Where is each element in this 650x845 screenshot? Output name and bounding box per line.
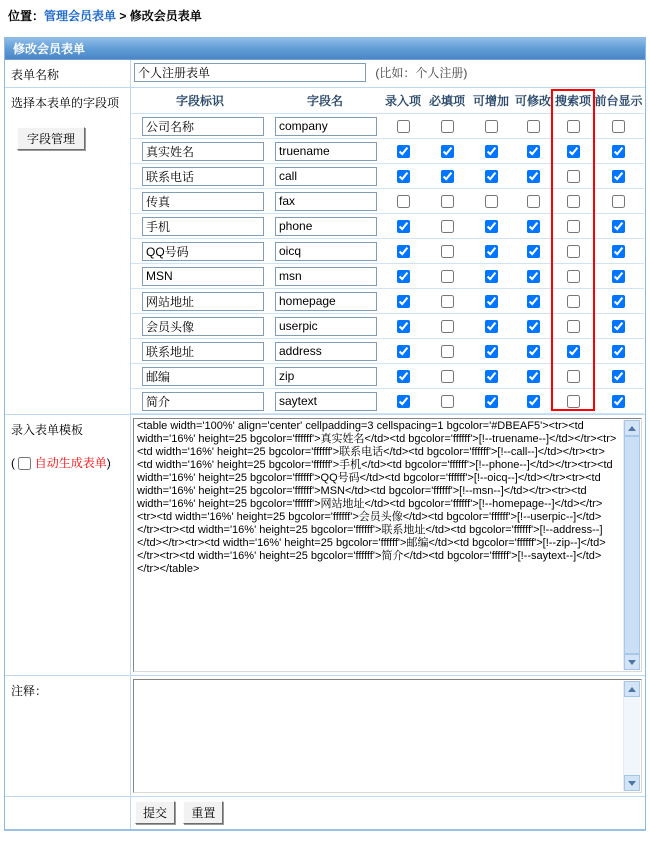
form-name-input[interactable] [134, 63, 366, 82]
form-name-row [5, 60, 645, 87]
entry-item-checkbox[interactable] [397, 320, 410, 333]
field-identifier-input[interactable] [142, 117, 264, 136]
field-identifier-input[interactable] [142, 392, 264, 411]
field-identifier-input[interactable] [142, 292, 264, 311]
search-item-checkbox[interactable] [567, 370, 580, 383]
front-display-checkbox[interactable] [612, 145, 625, 158]
field-table-row [131, 314, 644, 339]
field-table-row [131, 389, 644, 414]
scroll-down-icon[interactable] [624, 775, 640, 791]
addable-item-checkbox[interactable] [485, 220, 498, 233]
panel-title: 修改会员表单 [5, 38, 645, 60]
entry-item-checkbox[interactable] [397, 395, 410, 408]
form-template-label: 录入表单模板 [11, 423, 84, 437]
search-item-checkbox[interactable] [567, 195, 580, 208]
field-table-row [131, 139, 644, 164]
form-template-row [5, 414, 645, 675]
editable-item-checkbox[interactable] [527, 120, 540, 133]
col-field-name: 字段名 [306, 94, 343, 108]
editable-item-checkbox[interactable] [527, 370, 540, 383]
required-item-checkbox[interactable] [441, 245, 454, 258]
actions-row [5, 796, 645, 829]
form-name-label: 表单名称 [5, 60, 131, 87]
search-item-checkbox[interactable] [567, 395, 580, 408]
field-name-input[interactable] [275, 342, 377, 361]
col-field-identifier: 字段标识 [175, 94, 224, 108]
auto-generate-option [11, 454, 126, 471]
field-name-input[interactable] [275, 192, 377, 211]
search-item-checkbox[interactable] [567, 170, 580, 183]
required-item-checkbox[interactable] [441, 145, 454, 158]
scroll-down-icon[interactable] [624, 654, 640, 670]
entry-item-checkbox[interactable] [397, 295, 410, 308]
field-identifier-input[interactable] [142, 192, 264, 211]
field-identifier-input[interactable] [142, 167, 264, 186]
search-item-checkbox[interactable] [567, 270, 580, 283]
field-table-row [131, 364, 644, 389]
editable-item-checkbox[interactable] [527, 145, 540, 158]
entry-item-checkbox[interactable] [397, 145, 410, 158]
col-front-display: 前台显示 [594, 94, 643, 108]
scrollbar-track[interactable] [624, 436, 640, 654]
field-name-input[interactable] [275, 367, 377, 386]
front-display-checkbox[interactable] [612, 195, 625, 208]
field-name-input[interactable] [275, 167, 377, 186]
addable-item-checkbox[interactable] [485, 245, 498, 258]
front-display-checkbox[interactable] [612, 395, 625, 408]
front-display-checkbox[interactable] [612, 245, 625, 258]
edit-member-form-panel [4, 37, 646, 831]
field-manage-button[interactable]: 字段管理 [17, 127, 85, 150]
front-display-checkbox[interactable] [612, 320, 625, 333]
addable-item-checkbox[interactable] [485, 270, 498, 283]
col-search-item: 搜索项 [554, 94, 591, 108]
field-name-input[interactable] [275, 267, 377, 286]
field-name-input[interactable] [275, 242, 377, 261]
comment-textarea[interactable] [134, 680, 641, 792]
entry-item-checkbox[interactable] [397, 270, 410, 283]
front-display-checkbox[interactable] [612, 270, 625, 283]
field-identifier-input[interactable] [142, 267, 264, 286]
reset-button[interactable]: 重置 [183, 801, 223, 824]
editable-item-checkbox[interactable] [527, 320, 540, 333]
front-display-checkbox[interactable] [612, 370, 625, 383]
comment-scrollbar[interactable] [623, 681, 640, 791]
field-identifier-input[interactable] [142, 342, 264, 361]
col-entry-item: 录入项 [384, 94, 421, 108]
field-identifier-input[interactable] [142, 242, 264, 261]
field-table-row [131, 214, 644, 239]
field-table-row [131, 189, 644, 214]
field-selection-row [5, 87, 645, 414]
search-item-checkbox[interactable] [567, 120, 580, 133]
addable-item-checkbox[interactable] [485, 395, 498, 408]
field-table-row [131, 339, 644, 364]
field-selection-label: 选择本表单的字段项 [11, 96, 120, 110]
entry-item-checkbox[interactable] [397, 220, 410, 233]
field-identifier-input[interactable] [142, 142, 264, 161]
field-table-row [131, 239, 644, 264]
auto-generate-paren-open: ( [11, 456, 15, 470]
field-table-header [131, 88, 644, 114]
comment-row [5, 675, 645, 796]
scroll-up-icon[interactable] [624, 681, 640, 697]
field-name-input[interactable] [275, 292, 377, 311]
front-display-checkbox[interactable] [612, 120, 625, 133]
field-identifier-input[interactable] [142, 217, 264, 236]
addable-item-checkbox[interactable] [485, 345, 498, 358]
required-item-checkbox[interactable] [441, 345, 454, 358]
form-name-hint: (比如：个人注册) [375, 66, 468, 80]
front-display-checkbox[interactable] [612, 295, 625, 308]
field-table-row [131, 289, 644, 314]
search-item-checkbox[interactable] [567, 345, 580, 358]
field-table-row [131, 264, 644, 289]
field-name-input[interactable] [275, 117, 377, 136]
scroll-up-icon[interactable] [624, 420, 640, 436]
template-scrollbar[interactable] [623, 420, 640, 670]
field-identifier-input[interactable] [142, 317, 264, 336]
col-editable-item: 可修改 [514, 94, 551, 108]
field-table [131, 88, 644, 414]
auto-generate-paren-close: ) [106, 456, 111, 470]
field-name-input[interactable] [275, 317, 377, 336]
scrollbar-thumb[interactable] [624, 436, 640, 654]
submit-button[interactable]: 提交 [135, 801, 175, 824]
editable-item-checkbox[interactable] [527, 195, 540, 208]
editable-item-checkbox[interactable] [527, 295, 540, 308]
required-item-checkbox[interactable] [441, 220, 454, 233]
breadcrumb-link-manage-member-forms[interactable]: 管理会员表单 [44, 9, 117, 23]
required-item-checkbox[interactable] [441, 320, 454, 333]
front-display-checkbox[interactable] [612, 170, 625, 183]
field-name-input[interactable] [275, 142, 377, 161]
required-item-checkbox[interactable] [441, 170, 454, 183]
breadcrumb-prefix: 位置： [8, 9, 45, 23]
search-item-checkbox[interactable] [567, 320, 580, 333]
field-name-input[interactable] [275, 217, 377, 236]
editable-item-checkbox[interactable] [527, 245, 540, 258]
addable-item-checkbox[interactable] [485, 320, 498, 333]
search-item-checkbox[interactable] [567, 245, 580, 258]
editable-item-checkbox[interactable] [527, 345, 540, 358]
front-display-checkbox[interactable] [612, 220, 625, 233]
auto-generate-label[interactable]: 自动生成表单 [34, 456, 107, 470]
addable-item-checkbox[interactable] [485, 120, 498, 133]
addable-item-checkbox[interactable] [485, 370, 498, 383]
form-template-textarea[interactable] [134, 419, 641, 671]
entry-item-checkbox[interactable] [397, 370, 410, 383]
breadcrumb-current: 修改会员表单 [129, 9, 202, 23]
editable-item-checkbox[interactable] [527, 270, 540, 283]
editable-item-checkbox[interactable] [527, 170, 540, 183]
auto-generate-checkbox[interactable] [18, 457, 31, 470]
entry-item-checkbox[interactable] [397, 245, 410, 258]
breadcrumb-separator: > [116, 9, 130, 23]
required-item-checkbox[interactable] [441, 395, 454, 408]
entry-item-checkbox[interactable] [397, 170, 410, 183]
required-item-checkbox[interactable] [441, 295, 454, 308]
search-item-checkbox[interactable] [567, 220, 580, 233]
comment-label: 注释： [5, 676, 131, 796]
required-item-checkbox[interactable] [441, 370, 454, 383]
search-item-checkbox[interactable] [567, 295, 580, 308]
col-required-item: 必填项 [428, 94, 465, 108]
required-item-checkbox[interactable] [441, 120, 454, 133]
entry-item-checkbox[interactable] [397, 345, 410, 358]
entry-item-checkbox[interactable] [397, 120, 410, 133]
scrollbar-track[interactable] [624, 697, 640, 775]
front-display-checkbox[interactable] [612, 345, 625, 358]
entry-item-checkbox[interactable] [397, 195, 410, 208]
field-table-row [131, 164, 644, 189]
breadcrumb [8, 7, 650, 24]
required-item-checkbox[interactable] [441, 270, 454, 283]
addable-item-checkbox[interactable] [485, 295, 498, 308]
editable-item-checkbox[interactable] [527, 395, 540, 408]
col-addable-item: 可增加 [472, 94, 509, 108]
field-identifier-input[interactable] [142, 367, 264, 386]
field-name-input[interactable] [275, 392, 377, 411]
addable-item-checkbox[interactable] [485, 145, 498, 158]
addable-item-checkbox[interactable] [485, 170, 498, 183]
addable-item-checkbox[interactable] [485, 195, 498, 208]
editable-item-checkbox[interactable] [527, 220, 540, 233]
search-item-checkbox[interactable] [567, 145, 580, 158]
field-table-row [131, 114, 644, 139]
required-item-checkbox[interactable] [441, 195, 454, 208]
